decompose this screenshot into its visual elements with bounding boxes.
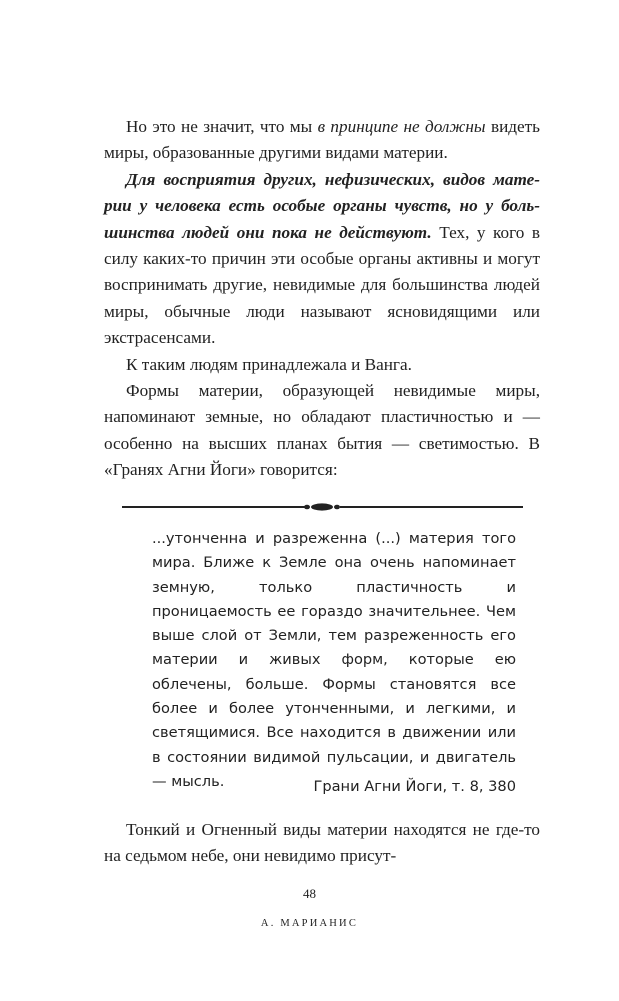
quote-source: Грани Агни Йоги, т. 8, 380 (313, 778, 516, 795)
running-footer: А. МАРИАНИС (260, 918, 359, 929)
paragraph-1-italic-emphasis: в принципе не должны (317, 117, 486, 136)
paragraph-5: Тонкий и Огненный виды материи находятся не где-то на седьмом небе, они невидимо присут- (104, 820, 540, 866)
divider-line-left (122, 506, 305, 508)
main-text-top (104, 114, 540, 484)
ornamental-divider (122, 503, 523, 511)
divider-line-right (340, 506, 523, 508)
quote-text: ...утонченна и разреженна (...) материя того мира. Ближе к Земле она очень напоминает земную, только пластичность и проницаемость ее гораздо значительнее. Чем выше слой от Земли, тем разреженность его материи и живых форм, которые ею облечены, больше. Формы становятся все более и более утонченными, и легкими, и светящимися. Все находится в движении или в состоянии видимой пульсации, и двигатель — мысль. (152, 530, 516, 790)
paragraph-2-text: Тех, у кого в силу каких-то причин эти особые органы активны и могут воспринимать другие, невидимые для большинства людей миры, обычные люди называют ясновидящими или экстрасенсами. (104, 222, 540, 348)
paragraph-2 (104, 167, 540, 352)
paragraph-1 (104, 114, 540, 167)
paragraph-1-text-b: видеть миры, образованные другими видами материи. (104, 117, 540, 163)
paragraph-4: Формы материи, образующей невидимые миры, напоминают земные, но обладают пластичностью и — особенно на высших планах бытия — светимостью. В «Гранях Агни Йоги» говорится: (104, 381, 540, 480)
block-quote (152, 527, 516, 794)
paragraph-1-text-a: Но это не значит, что мы (126, 117, 318, 136)
paragraph-3: К таким людям принадлежала и Ванга. (126, 354, 412, 374)
page-number: 48 (303, 886, 316, 901)
paragraph-2-bold-emphasis: Для восприятия других, нефизических, видов материи у человека есть особые органы чувств, но у большинства людей они пока не действуют. (104, 169, 540, 242)
main-text-bottom (104, 817, 540, 870)
divider-ornament-icon (302, 503, 342, 511)
